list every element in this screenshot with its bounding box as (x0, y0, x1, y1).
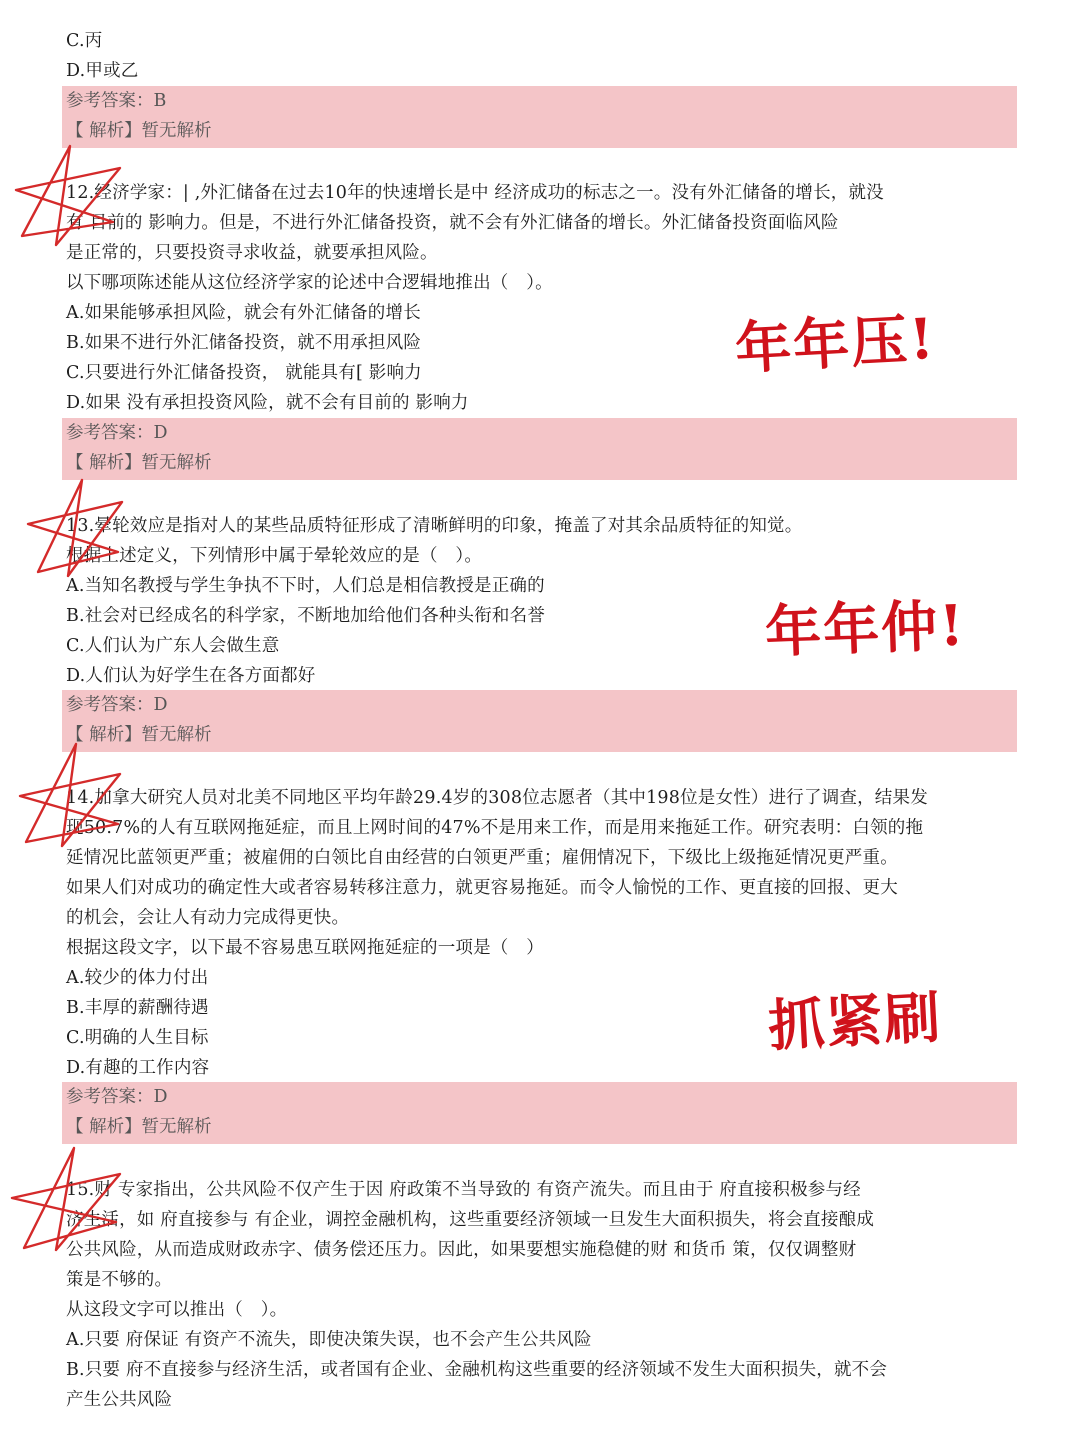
q15-line: 从这段文字可以推出（ ）。 (66, 1300, 288, 1320)
answer-box-13 (62, 690, 1017, 752)
answer-box-12 (62, 418, 1017, 480)
star-mark-icon (18, 472, 128, 582)
q15-option-b-cont: 产生公共风险 (66, 1390, 173, 1410)
analysis-row: 【 解析】暂无解析 (66, 725, 212, 745)
handnote-2: 年年仲! (764, 592, 967, 666)
answer-value: D (153, 695, 168, 715)
q14-option-a: A.较少的体力付出 (66, 968, 209, 988)
q12-line: 有 目前的 影响力。但是，不进行外汇储备投资，就不会有外汇储备的增长。外汇储备投资面临风险 (66, 213, 839, 233)
q14-line: 根据这段文字，以下最不容易患互联网拖延症的一项是（ ） (66, 938, 544, 958)
star-mark-icon (10, 738, 130, 853)
q15-option-b: B.只要 府不直接参与经济生活，或者国有企业、金融机构这些重要的经济领域不发生大面积损失，就不会 (66, 1360, 888, 1380)
star-mark-icon (8, 140, 128, 250)
answer-row: 参考答案：D (66, 695, 168, 715)
q14-line: 14.加拿大研究人员对北美不同地区平均年龄29.4岁的308位志愿者（其中198位是女性）进行了调查，结果发 (66, 788, 928, 808)
q12-option-a: A.如果能够承担风险，就会有外汇储备的增长 (66, 303, 421, 323)
q13-option-d: D.人们认为好学生在各方面都好 (66, 666, 316, 686)
q15-line: 策是不够的。 (66, 1270, 173, 1290)
q14-option-b: B.丰厚的薪酬待遇 (66, 998, 209, 1018)
q13-option-a: A.当知名教授与学生争执不下时，人们总是相信教授是正确的 (66, 576, 545, 596)
q13-line: 根据上述定义，下列情形中属于晕轮效应的是（ ）。 (66, 546, 483, 566)
analysis-row: 【 解析】暂无解析 (66, 121, 212, 141)
handnote-3: 抓紧刷 (766, 984, 944, 1060)
q15-line: 公共风险，从而造成财政赤字、债务偿还压力。因此，如果要想实施稳健的财 和货币 策，仅仅调整财 (66, 1240, 857, 1260)
star-mark-icon (4, 1140, 129, 1255)
q12-option-c: C.只要进行外汇储备投资， 就能具有[ 影响力 (66, 363, 422, 383)
option-c: C.丙 (66, 31, 103, 51)
q15-option-a: A.只要 府保证 有资产不流失，即使决策失误，也不会产生公共风险 (66, 1330, 592, 1350)
answer-row: 参考答案：D (66, 423, 168, 443)
answer-box-14 (62, 1082, 1017, 1144)
q15-line: 15.财 专家指出，公共风险不仅产生于因 府政策不当导致的 有资产流失。而且由于 府直接积极参与经 (66, 1180, 861, 1200)
q12-line: 以下哪项陈述能从这位经济学家的论述中合逻辑地推出（ ）。 (66, 273, 553, 293)
analysis-row: 【 解析】暂无解析 (66, 453, 212, 473)
answer-value: D (153, 1087, 168, 1107)
q14-line: 延情况比蓝领更严重；被雇佣的白领比自由经营的白领更严重；雇佣情况下，下级比上级拖延情况更严重。 (66, 848, 898, 868)
q12-option-d: D.如果 没有承担投资风险，就不会有目前的 影响力 (66, 393, 469, 413)
q14-option-d: D.有趣的工作内容 (66, 1058, 210, 1078)
answer-value: B (153, 91, 167, 111)
answer-value: D (153, 423, 168, 443)
option-d: D.甲或乙 (66, 61, 139, 81)
analysis-row: 【 解析】暂无解析 (66, 1117, 212, 1137)
q14-line: 现50.7%的人有互联网拖延症，而且上网时间的47%不是用来工作，而是用来拖延工作。研究表明：白领的拖 (66, 818, 924, 838)
q13-option-b: B.社会对已经成名的科学家，不断地加给他们各种头衔和名誉 (66, 606, 546, 626)
answer-row: 参考答案：D (66, 1087, 168, 1107)
answer-row: 参考答案：B (66, 91, 167, 111)
handnote-1: 年年压! (733, 305, 938, 383)
q13-option-c: C.人们认为广东人会做生意 (66, 636, 280, 656)
answer-box-11 (62, 86, 1017, 148)
q12-option-b: B.如果不进行外汇储备投资，就不用承担风险 (66, 333, 422, 353)
q13-line: 13.晕轮效应是指对人的某些品质特征形成了清晰鲜明的印象，掩盖了对其余品质特征的知觉。 (66, 516, 803, 536)
q14-line: 如果人们对成功的确定性大或者容易转移注意力，就更容易拖延。而令人愉悦的工作、更直接的回报、更大 (66, 878, 898, 898)
q14-line: 的机会，会让人有动力完成得更快。 (66, 908, 350, 928)
q12-line: 是正常的，只要投资寻求收益，就要承担风险。 (66, 243, 438, 263)
q15-line: 济生活，如 府直接参与 有企业，调控金融机构，这些重要经济领域一旦发生大面积损失，将会直接酿成 (66, 1210, 875, 1230)
q12-line: 12.经济学家：| ,外汇储备在过去10年的快速增长是中 经济成功的标志之一。没有外汇储备的增长，就没 (66, 183, 884, 203)
q14-option-c: C.明确的人生目标 (66, 1028, 209, 1048)
